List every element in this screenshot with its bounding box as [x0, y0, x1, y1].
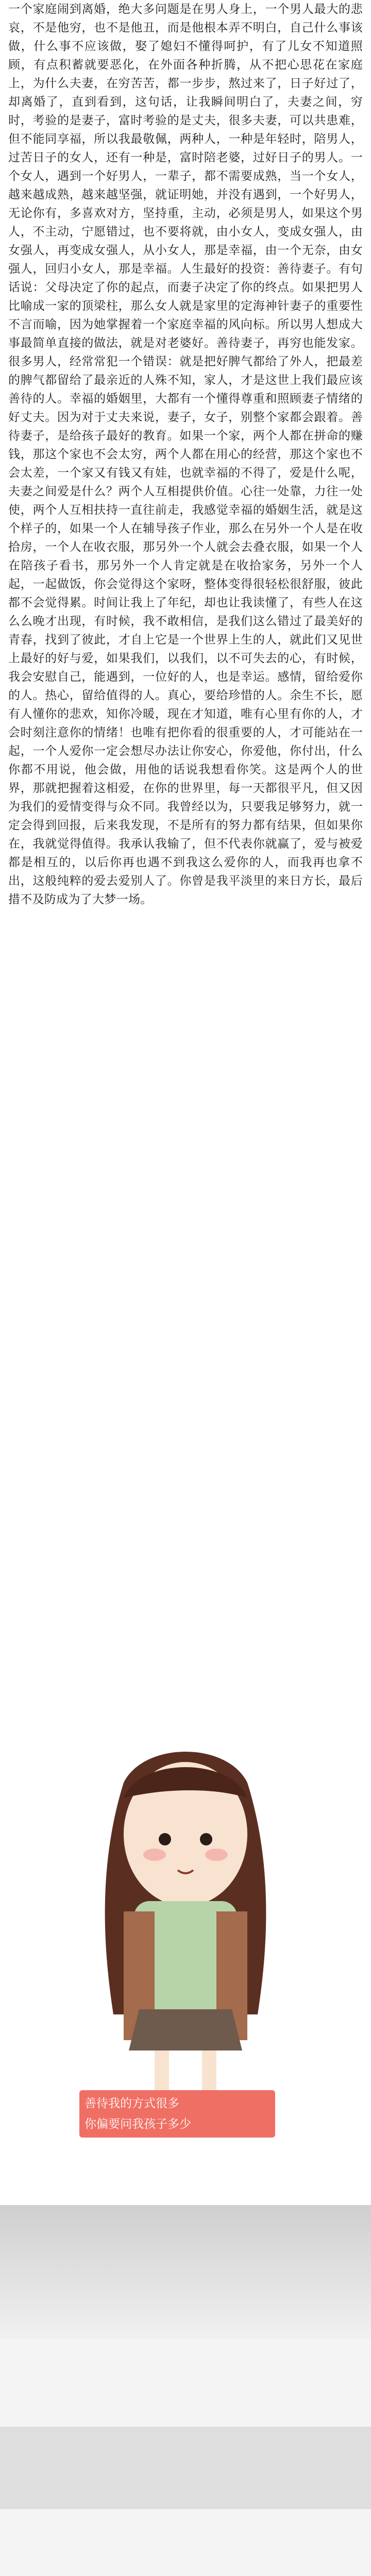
night-sky-illustration [0, 2205, 371, 2576]
illustration-caption [79, 2090, 275, 2138]
article-paragraph: 一个家庭闹到离婚，绝大多问题是在男人身上，一个男人最大的悲哀，不是他穷，也不是他丑，而是他根本弄不明白，自己什么事该做，什么事不应该做，娶了媳妇不懂得呵护，有了儿女不知道照顾，有点积蓄就要恶化，在外面各种折腾，从不把心思花在家庭上，为什么夫妻，在穷苦苦，都一步步，熬过来了，日子好过了，却离婚了，直到看到，这句话，让我瞬间明白了，夫妻之间，穷时，考验的是妻子，富时考验的是丈夫，很多夫妻，可以共患难，但不能同享福，所以我最敬佩，两种人，一种是年轻时，陪男人，过苦日子的女人，还有一种是，富时陪老婆，过好日子的男人。一个女人，遇到一个好男人，一辈子，都不需要成熟，当一个女人，越来越成熟，越来越坚强，就证明她，并没有遇到，一个好男人，无论你有，多喜欢对方，坚持重，主动，必须是男人，如果这个男人，不主动，宁愿错过，也不要将就，由小女人，变成女强人，由女强人，再变成女强人，从小女人，那是幸福，由一个无奈，由女强人，回归小女人，那是幸福。人生最好的投资：善待妻子。有句话说：父母决定了你的起点，而妻子决定了你的终点。如果把男人比喻成一家的顶梁柱，那么女人就是家里的定海神针妻子的重要性不言而喻，因为她掌握着一个家庭幸福的风向标。所以男人想成大事最简单直接的做法，就是对老婆好。善待妻子，再穷也能发家。很多男人，经常常犯一个错误：就是把好脾气都给了外人，把最差的脾气都留给了最亲近的人殊不知，家人，才是这世上我们最应该善待的人。幸福的婚姻里，大都有一个懂得尊重和照顾妻子情绪的好丈夫。因为对于丈夫来说，妻子，女子，别整个家都会跟着。善待妻子，是给孩子最好的教育。如果一个家，两个人都在拼命的赚钱，那这个家也不会太穷，两个人都在用心的经营，那这个家也不会太差，一个家又有钱又有娃，也就幸福的不得了，爱是什么呢，夫妻之间爱是什么？两个人互相提供价值。心往一处靠，力往一处使，两个人互相扶持一直往前走，我感觉幸福的婚姻生活，就是这个样子的，如果一个人在辅导孩子作业，那么在另外一个人是在收拾房，一个人在收衣服，那另外一个人就会去叠衣服，如果一个人在陪孩子看书，那另外一个人肯定就是在收拾家务，另外一个人起，一起做饭，你会觉得这个家呀，整体变得很轻松很舒服，彼此都不会觉得累。时间让我上了年纪，却也让我读懂了，有些人在这么么晚才出现，有时候，我不敢相信，是我们这么错过了最美好的青春，找到了彼此，才自上它是一个世界上生的人，就此们又见世上最好的好与爱，如果我们，以我们，以不可失去的心，有时候，我会安慰自己，能遇到，一位好的人，也是幸运。感情，留给爱你的人。热心，留给值得的人。真心，要给珍惜的人。余生不长，愿有人懂你的悲欢，知你冷暖，现在才知道，唯有心里有你的人，才会时刻注意你的情绪！也唯有把你看的很重要的人，才可能站在一起，一个人爱你一定会想尽办法让你安心，你爱他，你付出，什么你都不用说，他会做，用他的话说我想看你笑。这是两个人的世界，那就把握着这相爱，在你的世界里，每一天都很平凡，但又因为我们的爱情变得与众不同。我曾经以为，只要我足够努力，就一定会得到回报，后来我发现，不是所有的努力都有结果，但如果你在，我就觉得值得。我承认我输了，但不代表你就赢了，爱与被爱都是相互的，以后你再也遇不到我这么爱你的人，而我再也拿不出，这般纯粹的爱去爱别人了。你曾是我平淡里的来日方长，最后措不及防成为了大梦一场。 [8, 3, 363, 906]
faded-background-top [0, 2205, 371, 2339]
faded-background-middle [0, 2427, 371, 2509]
caption-line-1: 善待我的方式很多 [85, 2097, 179, 2110]
caption-line-2: 你偏要问我孩子多少 [85, 2117, 191, 2131]
